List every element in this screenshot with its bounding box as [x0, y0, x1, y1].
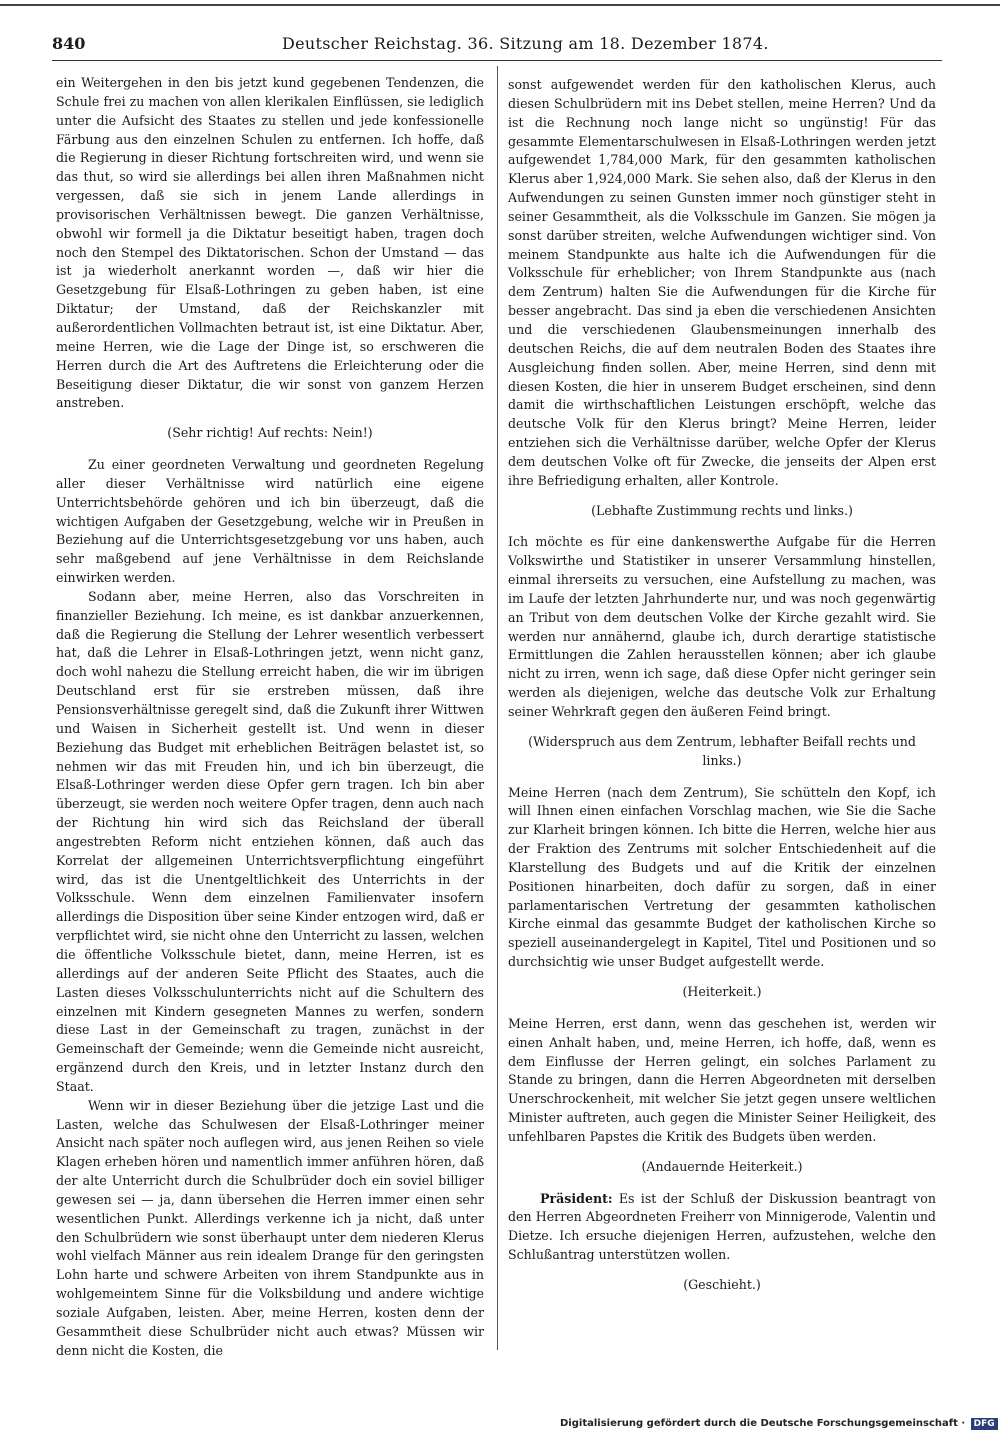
footer-credit	[560, 1418, 1000, 1430]
body-paragraph: Meine Herren (nach dem Zentrum), Sie schütteln den Kopf, ich will Ihnen einen einfachen Vorschlag machen, wie Sie die Sache zur Klarheit bringen können. Ich bitte die Herren, welche hier aus der Fraktion des Zentrums mit solcher Entschiedenheit auf die Klarstellung des Budgets und auf die Kritik der einzelnen Positionen hinarbeiten, doch dafür zu sorgen, daß in einer parlamentarischen Vertretung der gesammten katholischen Kirche einmal das gesammte Budget der katholischen Kirche so speziell auseinandergelegt in Kapitel, Titel und Positionen und so durchsichtig wie unser Budget aufgestellt werde.	[508, 784, 936, 970]
reaction-line: (Lebhafte Zustimmung rechts und links.)	[591, 502, 853, 518]
body-paragraph: Ich möchte es für eine dankenswerthe Aufgabe für die Herren Volkswirthe und Statistiker in unserer Versammlung hinstellen, einmal ihrerseits zu versuchen, eine Aufstellung zu machen, was im Laufe der letzten Jahrhunderte nur, und was noch gegenwärtig an Tribut von dem deutschen Volke der Kirche gezahlt wird. Sie werden nur annähernd, glaube ich, durch derartige statistische Ermittlungen die Zahlen herausstellen können; aber ich glaube nicht zu irren, wenn ich sage, daß diese Opfer nicht geringer sein werden als diejenigen, welche das deutsche Volk zur Erhaltung seiner Wehrkraft gegen den äußeren Feind bringt.	[508, 534, 936, 719]
speaker-text: Es ist der Schluß der Diskussion beantragt von den Herren Abgeordneten Freiherr von Minnigerode, Valentin und Dietze. Ich ersuche diejenigen Herren, aufzustehen, welche den Schlußantrag unterstützen wollen.	[508, 1190, 936, 1263]
page-header	[52, 30, 942, 58]
running-head: Deutscher Reichstag. 36. Sitzung am 18. Dezember 1874.	[282, 34, 769, 53]
header-rule	[52, 60, 942, 61]
page-number: 840	[52, 34, 86, 53]
reaction-line: (Andauernde Heiterkeit.)	[641, 1158, 803, 1174]
top-border-rule	[0, 4, 1000, 6]
reaction-line: (Heiterkeit.)	[682, 983, 762, 999]
speaker-name: Präsident:	[540, 1190, 613, 1206]
body-paragraph: ein Weitergehen in den bis jetzt kund gegebenen Tendenzen, die Schule frei zu machen von allen klerikalen Einflüssen, sie lediglich unter die Aufsicht des Staates zu stellen und jede konfessionelle Färbung aus den einzelnen Schulen zu entfernen. Ich hoffe, daß die Regierung in dieser Richtung fortschreiten wird, und wenn sie das thut, so wird sie allerdings bei allen ihren Maßnahmen nicht vergessen, daß sie sich in jenem Lande allerdings in provisorischen Verhältnissen bewegt. Die ganzen Verhältnisse, obwohl wir formell ja die Diktatur beseitigt haben, tragen doch noch den Stempel des Diktatorischen. Schon der Umstand — das ist ja wiederholt anerkannt worden —, daß wir hier die Gesetzgebung für Elsaß-Lothringen zu geben haben, ist eine Diktatur; der Umstand, daß der Reichskanzler mit außerordentlichen Vollmachten betraut ist, ist eine Diktatur. Aber, meine Herren, wie die Lage der Dinge ist, so erschweren die Herren durch die Art des Auftretens die Erleichterung oder die Beseitigung dieser Diktatur, die wir sonst von ganzem Herzen anstreben.	[56, 75, 484, 411]
speaker-paragraph	[508, 1190, 936, 1265]
body-paragraph: Wenn wir in dieser Beziehung über die jetzige Last und die Lasten, welche das Schulwesen der Elsaß-Lothringer meiner Ansicht nach später noch auflegen wird, aus jenen Reihen so viele Klagen erheben hören und namentlich immer anführen hören, daß der alte Unterricht durch die Schulbrüder doch ein soviel billiger gewesen sei — ja, dann übersehen die Herren immer einen sehr wesentlichen Punkt. Allerdings verkenne ich ja nicht, daß unter den Schulbrüdern wie sonst überhaupt unter dem niederen Klerus wohl vielfach Männer aus rein idealem Drange für den geringsten Lohn harte und schwere Arbeiten von ihrem Standpunkte aus in wohlgemeintem Sinne für die Volksbildung und andere wichtige soziale Aufgaben, leisten. Aber, meine Herren, kosten denn der Gesammtheit diese Schulbrüder nicht auch etwas? Müssen wir denn nicht die Kosten, die	[56, 1097, 484, 1358]
left-column	[56, 74, 484, 1361]
reaction-line: (Sehr richtig! Auf rechts: Nein!)	[167, 425, 373, 441]
reaction-line: (Geschieht.)	[683, 1276, 761, 1292]
dfg-logo: DFG	[971, 1418, 998, 1430]
body-paragraph: sonst aufgewendet werden für den katholischen Klerus, auch diesen Schulbrüdern mit ins Debet stellen, meine Herren? Und da ist die Rechnung noch lange nicht so ungünstig! Für das gesammte Elementarschulwesen in Elsaß-Lothringen werden jetzt aufgewendet 1,784,000 Mark, für den gesammten katholischen Klerus aber 1,924,000 Mark. Sie sehen also, daß der Klerus in den Aufwendungen zu seinen Gunsten immer noch günstiger steht in seiner Gesammtheit, als die Volksschule im Ganzen. Sie mögen ja sonst darüber streiten, welche Aufwendungen wichtiger sind. Von meinem Standpunkte aus halte ich die Aufwendungen für die Volksschule für erheblicher; von Ihrem Standpunkte aus (nach dem Zentrum) halten Sie die Aufwendungen für die Kirche für besser angebracht. Das sind ja eben die verschiedenen Ansichten und die verschiedenen Glaubensmeinungen innerhalb des deutschen Reichs, die auf dem neutralen Boden des Staates ihre Ausgleichung finden sollen. Aber, meine Herren, sind denn mit diesen Kosten, die hier in unserem Budget erscheinen, sind denn damit die wirthschaftlichen Leistungen erschöpft, welche das deutsche Volk für den Klerus bringt? Meine Herren, leider entziehen sich die Verhältnisse darüber, welche Opfer der Klerus dem deutschen Volke oft für Zwecke, die jenseits der Alpen erst ihre Befriedigung erhalten, aller Kontrole.	[508, 77, 936, 488]
body-paragraph: Zu einer geordneten Verwaltung und geordneten Regelung aller dieser Verhältnisse wird natürlich eine eigene Unterrichtsbehörde gehören und ich bin überzeugt, daß die wichtigen Aufgaben der Gesetzgebung, welche wir in Preußen in Beziehung auf die Unterrichtsgesetzgebung vor uns haben, auch sehr maßgebend auf jene Verhältnisse in dem Reichslande einwirken werden.	[56, 457, 484, 586]
body-paragraph: Sodann aber, meine Herren, also das Vorschreiten in finanzieller Beziehung. Ich meine, es ist dankbar anzuerkennen, daß die Regierung die Stellung der Lehrer wesentlich verbessert hat, daß die Lehrer in Elsaß-Lothringen jetzt, wenn nicht ganz, doch wohl nahezu die Stellung erreicht haben, die wir im übrigen Deutschland erst für sie erstreben müssen, daß ihre Pensionsverhältnisse geregelt sind, daß die Zukunft ihrer Wittwen und Waisen in Sicherheit gestellt ist. Und wenn in dieser Beziehung das Budget mit erheblichen Beiträgen belastet ist, so nehmen wir das mit Freuden hin, und ich bin überzeugt, die Elsaß-Lothringer werden diese Opfer gern tragen. Ich bin aber überzeugt, sie werden noch weitere Opfer tragen, denn auch nach der Richtung hin wird sich das Reichsland der überall angestrebten Reform nicht entziehen können, daß auch das Korrelat der allgemeinen Unterrichtsverpflichtung eingeführt wird, das ist die Unentgeltlichkeit des Unterrichts in der Volksschule. Wenn dem einzelnen Familienvater insofern allerdings die Disposition über seine Kinder entzogen wird, daß er verpflichtet wird, sie nicht ohne den Unterricht zu lassen, welchen die öffentliche Volksschule bietet, dann, meine Herren, ist es allerdings auf der anderen Seite Pflicht des Staates, auch die Lasten dieses Volksschulunterrichts nicht auf die Schultern des einzelnen mit Kindern gesegneten Mannes zu werfen, sondern diese Last in der Gemeinschaft zu tragen, zunächst in der Gemeinschaft der Gemeinde; wenn die Gemeinde nicht ausreicht, ergänzend durch den Kreis, und in letzter Instanz durch den Staat.	[56, 588, 484, 1094]
column-divider	[497, 66, 498, 1350]
right-column	[508, 76, 936, 1308]
reaction-line: (Widerspruch aus dem Zentrum, lebhafter Beifall rechts und links.)	[528, 733, 916, 768]
body-paragraph: Meine Herren, erst dann, wenn das geschehen ist, werden wir einen Anhalt haben, und, meine Herren, ich hoffe, daß, wenn es dem Einflusse der Herren gelingt, ein solches Parlament zu Stande zu bringen, dann die Herren Abgeordneten mit derselben Unerschrockenheit, mit welcher Sie jetzt gegen unsere weltlichen Minister auftreten, auch gegen die Minister Seiner Heiligkeit, des unfehlbaren Papstes die Kritik des Budgets üben werden.	[508, 1015, 936, 1144]
footer-text: Digitalisierung gefördert durch die Deutsche Forschungsgemeinschaft ·	[560, 1418, 966, 1429]
